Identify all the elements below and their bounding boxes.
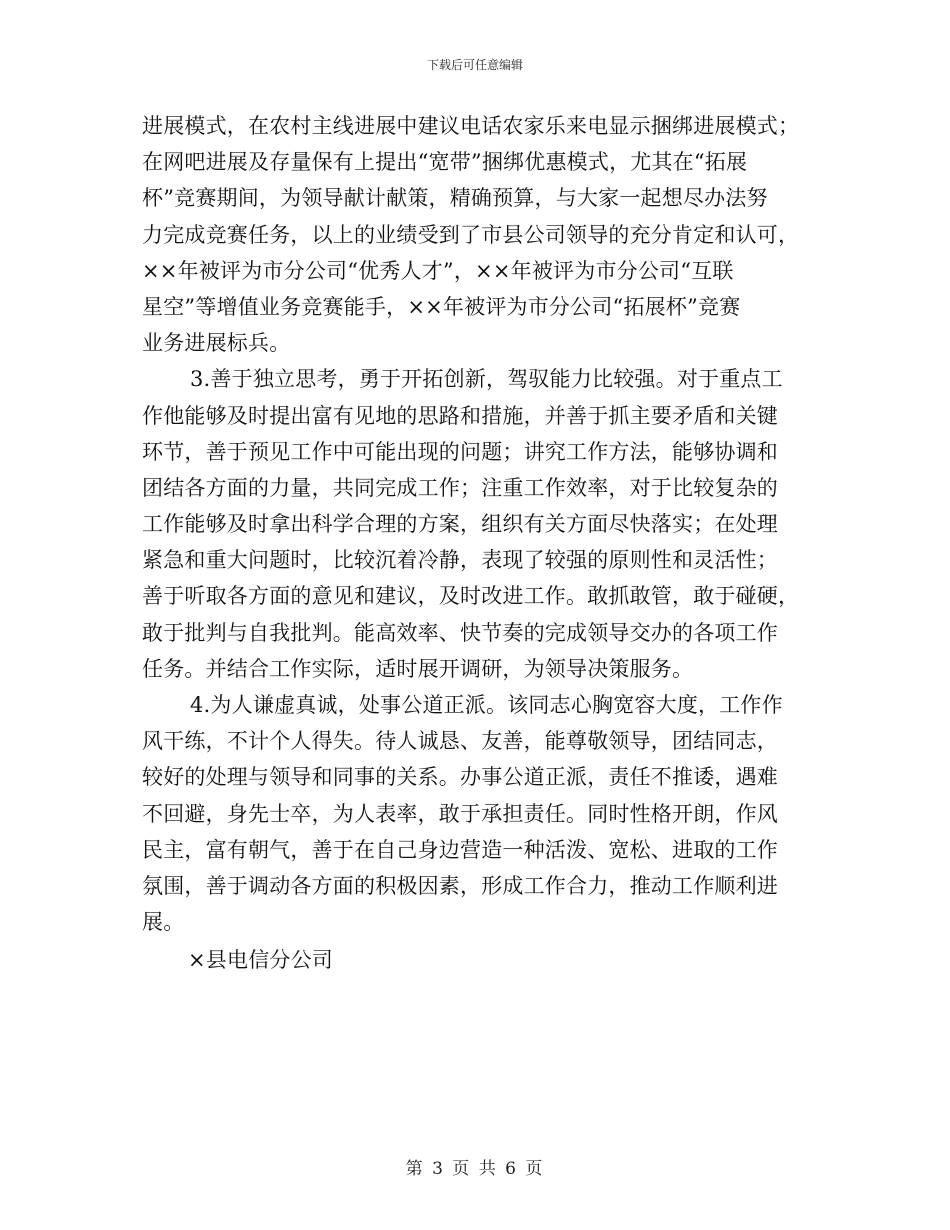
text-line: 进展模式，在农村主线进展中建议电话农家乐来电显示捆绑进展模式； — [142, 114, 800, 138]
text-line: 敢于批判与自我批判。能高效率、快节奏的完成领导交办的各项工作 — [142, 620, 778, 645]
text-line: 工作能够及时拿出科学合理的方案，组织有关方面尽快落实；在处理 — [142, 512, 778, 537]
text-line: 杯”竞赛期间，为领导献计献策，精确预算，与大家一起想尽办法努 — [142, 186, 768, 211]
text-line: 作他能够及时提出富有见地的思路和措施，并善于抓主要矛盾和关键 — [142, 403, 778, 428]
paragraph-2 — [142, 361, 814, 687]
text-line: 4.为人谦虚真诚，处事公道正派。该同志心胸宽容大度，工作作 — [190, 693, 783, 717]
page-header: 下载后可任意编辑 — [426, 58, 523, 72]
paragraph-3 — [142, 687, 814, 940]
text-line: 不回避，身先士卒，为人表率，敢于承担责任。同时性格开朗，作风 — [142, 801, 778, 826]
text-line: 风干练，不计个人得失。待人诚恳、友善，能尊敬领导，团结同志， — [142, 729, 778, 754]
text-line: 民主，富有朝气，善于在自己身边营造一种活泼、宽松、进取的工作 — [142, 837, 778, 862]
text-line: 力完成竞赛任务，以上的业绩受到了市县公司领导的充分肯定和认可， — [142, 222, 800, 247]
text-line: 业务进展标兵。 — [142, 331, 291, 356]
text-line: 展。 — [142, 910, 185, 935]
text-line: 氛围，善于调动各方面的积极因素，形成工作合力，推动工作顺利进 — [142, 873, 778, 898]
text-line: 善于听取各方面的意见和建议，及时改进工作。敢抓敢管，敢于碰硬， — [142, 584, 800, 609]
text-line: 较好的处理与领导和同事的关系。办事公道正派，责任不推诿，遇难 — [142, 765, 778, 790]
text-line: 环节，善于预见工作中可能出现的问题；讲究工作方法，能够协调和 — [142, 439, 778, 464]
signature: ×县电信分公司 — [188, 948, 333, 973]
text-line: 星空”等增值业务竞赛能手，××年被评为市分公司“拓展杯”竞赛 — [142, 294, 741, 319]
text-line: 3.善于独立思考，勇于开拓创新，驾驭能力比较强。对于重点工 — [190, 367, 783, 392]
text-line: 任务。并结合工作实际，适时展开调研，为领导决策服务。 — [142, 656, 694, 681]
text-line: 团结各方面的力量，共同完成工作；注重工作效率，对于比较复杂的 — [142, 475, 778, 500]
document-body — [142, 108, 814, 979]
text-line: ××年被评为市分公司“优秀人才”，××年被评为市分公司“互联 — [142, 258, 734, 283]
page-footer: 第 3 页 共 6 页 — [405, 1159, 545, 1179]
text-line: 紧急和重大问题时，比较沉着冷静，表现了较强的原则性和灵活性； — [142, 548, 778, 573]
paragraph-1 — [142, 108, 814, 361]
text-line: 在网吧进展及存量保有上提出“宽带”捆绑优惠模式，尤其在“拓展 — [142, 150, 748, 175]
